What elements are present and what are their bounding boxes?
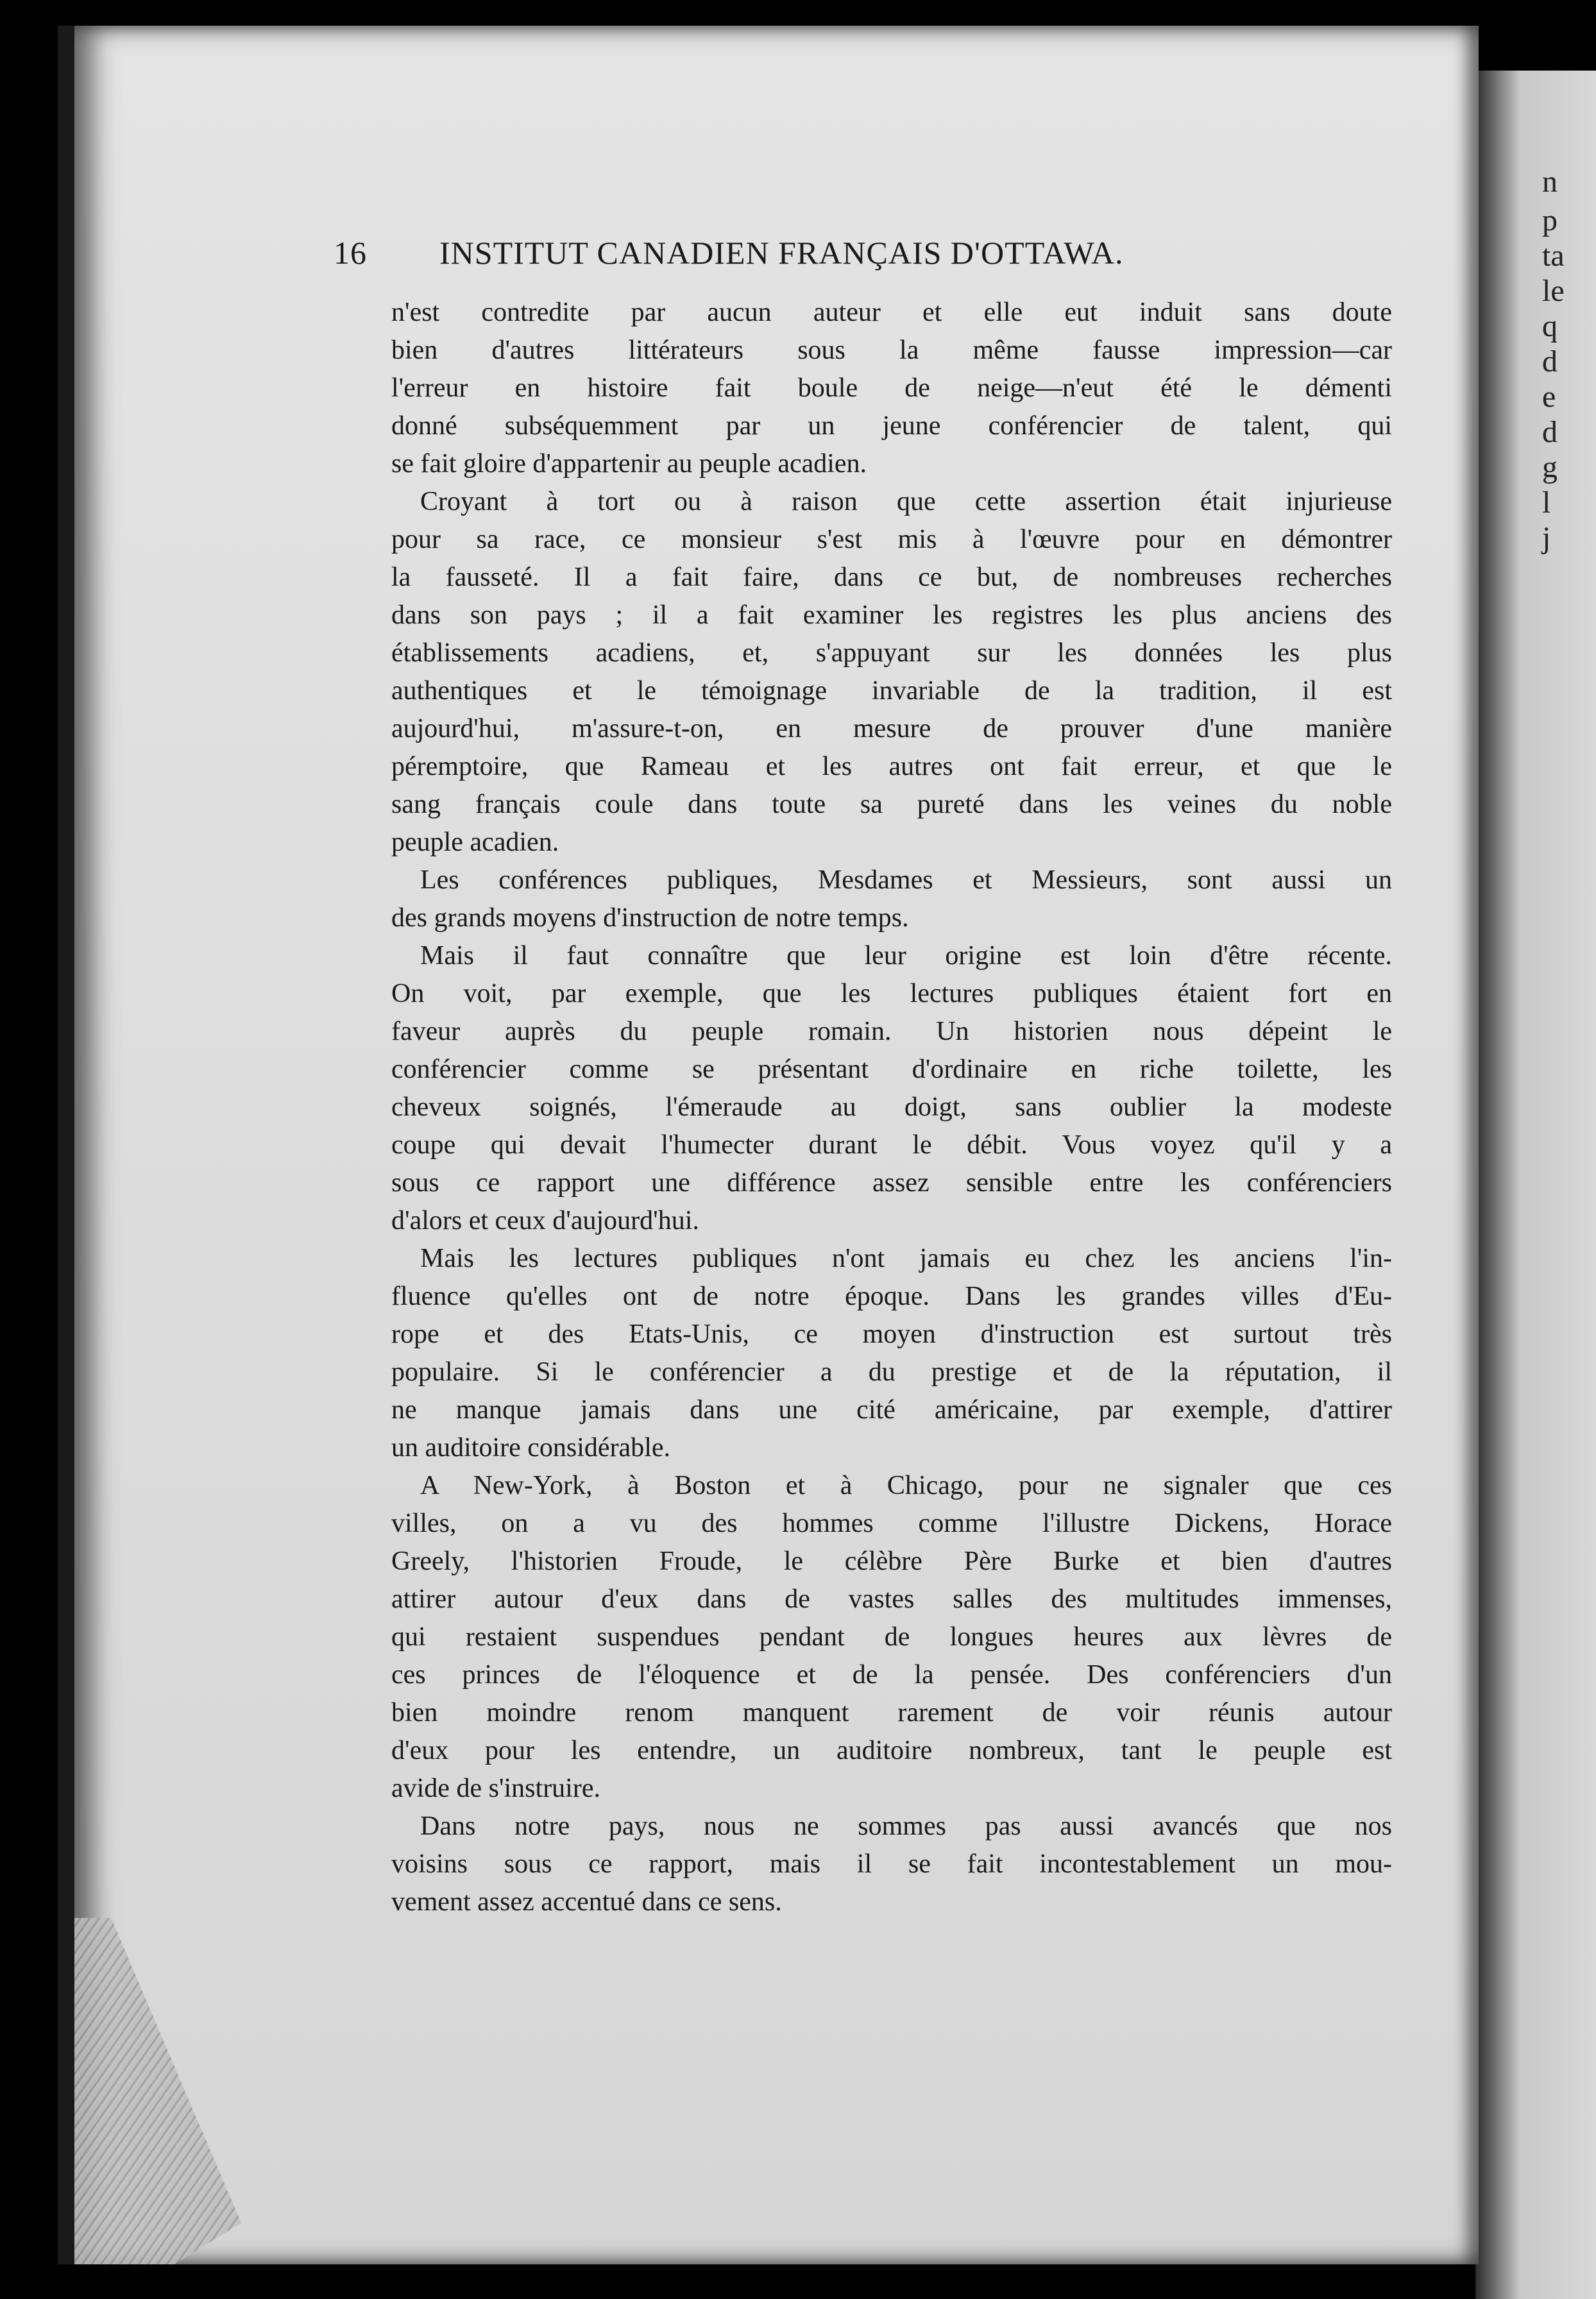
text-line: peuple acadien. (391, 827, 559, 857)
facing-page-fragment: q (1542, 309, 1558, 343)
paragraph (391, 861, 1392, 937)
text-line: Dans notre pays, nous ne sommes pas aussi avancés que nos (420, 1811, 1392, 1841)
text-line: voisins sous ce rapport, mais il se fait incontestablement un mou- (391, 1849, 1392, 1879)
text-line: coupe qui devait l'humecter durant le débit. Vous voyez qu'il y a (391, 1130, 1392, 1160)
text-line: Mais il faut connaître que leur origine est loin d'être récente. (420, 941, 1392, 971)
text-line: péremptoire, que Rameau et les autres ont fait erreur, et que le (391, 752, 1392, 781)
facing-page-fragment: j (1542, 521, 1551, 555)
text-line: Les conférences publiques, Mesdames et Messieurs, sont aussi un (420, 865, 1392, 895)
text-line: sous ce rapport une différence assez sensible entre les conférenciers (391, 1168, 1392, 1198)
facing-page-fragment: d (1542, 344, 1558, 378)
text-line: l'erreur en histoire fait boule de neige—n'eut été le démenti (391, 373, 1392, 403)
text-line: pour sa race, ce monsieur s'est mis à l'œuvre pour en démontrer (391, 525, 1392, 554)
page-curl-shadow (74, 1918, 241, 2264)
text-line: fluence qu'elles ont de notre époque. Dans les grandes villes d'Eu- (391, 1282, 1392, 1311)
facing-page-edge (1475, 71, 1596, 2299)
text-line: populaire. Si le conférencier a du prestige et de la réputation, il (391, 1357, 1392, 1387)
text-line: On voit, par exemple, que les lectures publiques étaient fort en (391, 979, 1392, 1008)
paragraph (391, 937, 1392, 1240)
text-line: ces princes de l'éloquence et de la pensée. Des conférenciers d'un (391, 1660, 1392, 1690)
text-line: Mais les lectures publiques n'ont jamais eu chez les anciens l'in- (420, 1244, 1392, 1273)
text-line: donné subséquemment par un jeune conférencier de talent, qui (391, 411, 1392, 441)
text-line: bien moindre renom manquent rarement de voir réunis autour (391, 1698, 1392, 1727)
text-line: A New-York, à Boston et à Chicago, pour ne signaler que ces (420, 1471, 1392, 1500)
paragraph (391, 483, 1392, 861)
paragraph (391, 1240, 1392, 1467)
text-line: des grands moyens d'instruction de notre temps. (391, 903, 909, 933)
text-line: d'eux pour les entendre, un auditoire nombreux, tant le peuple est (391, 1736, 1392, 1765)
paragraph (391, 294, 1392, 483)
facing-page-fragment: ta (1542, 239, 1565, 273)
text-line: attirer autour d'eux dans de vastes salles des multitudes immenses, (391, 1584, 1392, 1614)
text-line: d'alors et ceux d'aujourd'hui. (391, 1206, 699, 1235)
text-line: un auditoire considérable. (391, 1433, 671, 1463)
text-line: n'est contredite par aucun auteur et elle eut induit sans doute (391, 298, 1392, 327)
facing-page-fragment: g (1542, 450, 1558, 484)
paragraph (391, 1467, 1392, 1808)
running-title: INSTITUT CANADIEN FRANÇAIS D'OTTAWA. (439, 235, 1124, 271)
text-line: vement assez accentué dans ce sens. (391, 1887, 782, 1917)
text-line: villes, on a vu des hommes comme l'illustre Dickens, Horace (391, 1509, 1392, 1538)
facing-page-fragment: le (1542, 274, 1565, 308)
text-line: qui restaient suspendues pendant de longues heures aux lèvres de (391, 1622, 1392, 1652)
text-line: rope et des Etats-Unis, ce moyen d'instruction est surtout très (391, 1319, 1392, 1349)
facing-page-fragment: n (1542, 165, 1558, 199)
text-line: ne manque jamais dans une cité américaine, par exemple, d'attirer (391, 1395, 1392, 1425)
text-line: sang français coule dans toute sa pureté dans les veines du noble (391, 790, 1392, 819)
text-line: Croyant à tort ou à raison que cette assertion était injurieuse (420, 487, 1392, 516)
text-line: Greely, l'historien Froude, le célèbre Père Burke et bien d'autres (391, 1547, 1392, 1576)
text-line: la fausseté. Il a fait faire, dans ce but, de nombreuses recherches (391, 563, 1392, 592)
paragraph (391, 1808, 1392, 1921)
text-line: établissements acadiens, et, s'appuyant sur les données les plus (391, 638, 1392, 668)
text-line: faveur auprès du peuple romain. Un historien nous dépeint le (391, 1017, 1392, 1046)
text-line: cheveux soignés, l'émeraude au doigt, sans oublier la modeste (391, 1092, 1392, 1122)
text-line: authentiques et le témoignage invariable de la tradition, il est (391, 676, 1392, 706)
text-line: dans son pays ; il a fait examiner les registres les plus anciens des (391, 600, 1392, 630)
body-text (391, 294, 1392, 1921)
facing-page-fragment: e (1542, 380, 1556, 414)
text-line: conférencier comme se présentant d'ordinaire en riche toilette, les (391, 1055, 1392, 1084)
text-line: aujourd'hui, m'assure-t-on, en mesure de prouver d'une manière (391, 714, 1392, 743)
text-line: se fait gloire d'appartenir au peuple acadien. (391, 449, 867, 479)
facing-page-fragment: l (1542, 486, 1551, 520)
page-number: 16 (334, 235, 367, 271)
running-header (334, 234, 1463, 273)
text-line: bien d'autres littérateurs sous la même fausse impression—car (391, 335, 1392, 365)
facing-page-fragment: d (1542, 415, 1558, 449)
text-line: avide de s'instruire. (391, 1774, 600, 1803)
facing-page-fragment: p (1542, 203, 1558, 237)
